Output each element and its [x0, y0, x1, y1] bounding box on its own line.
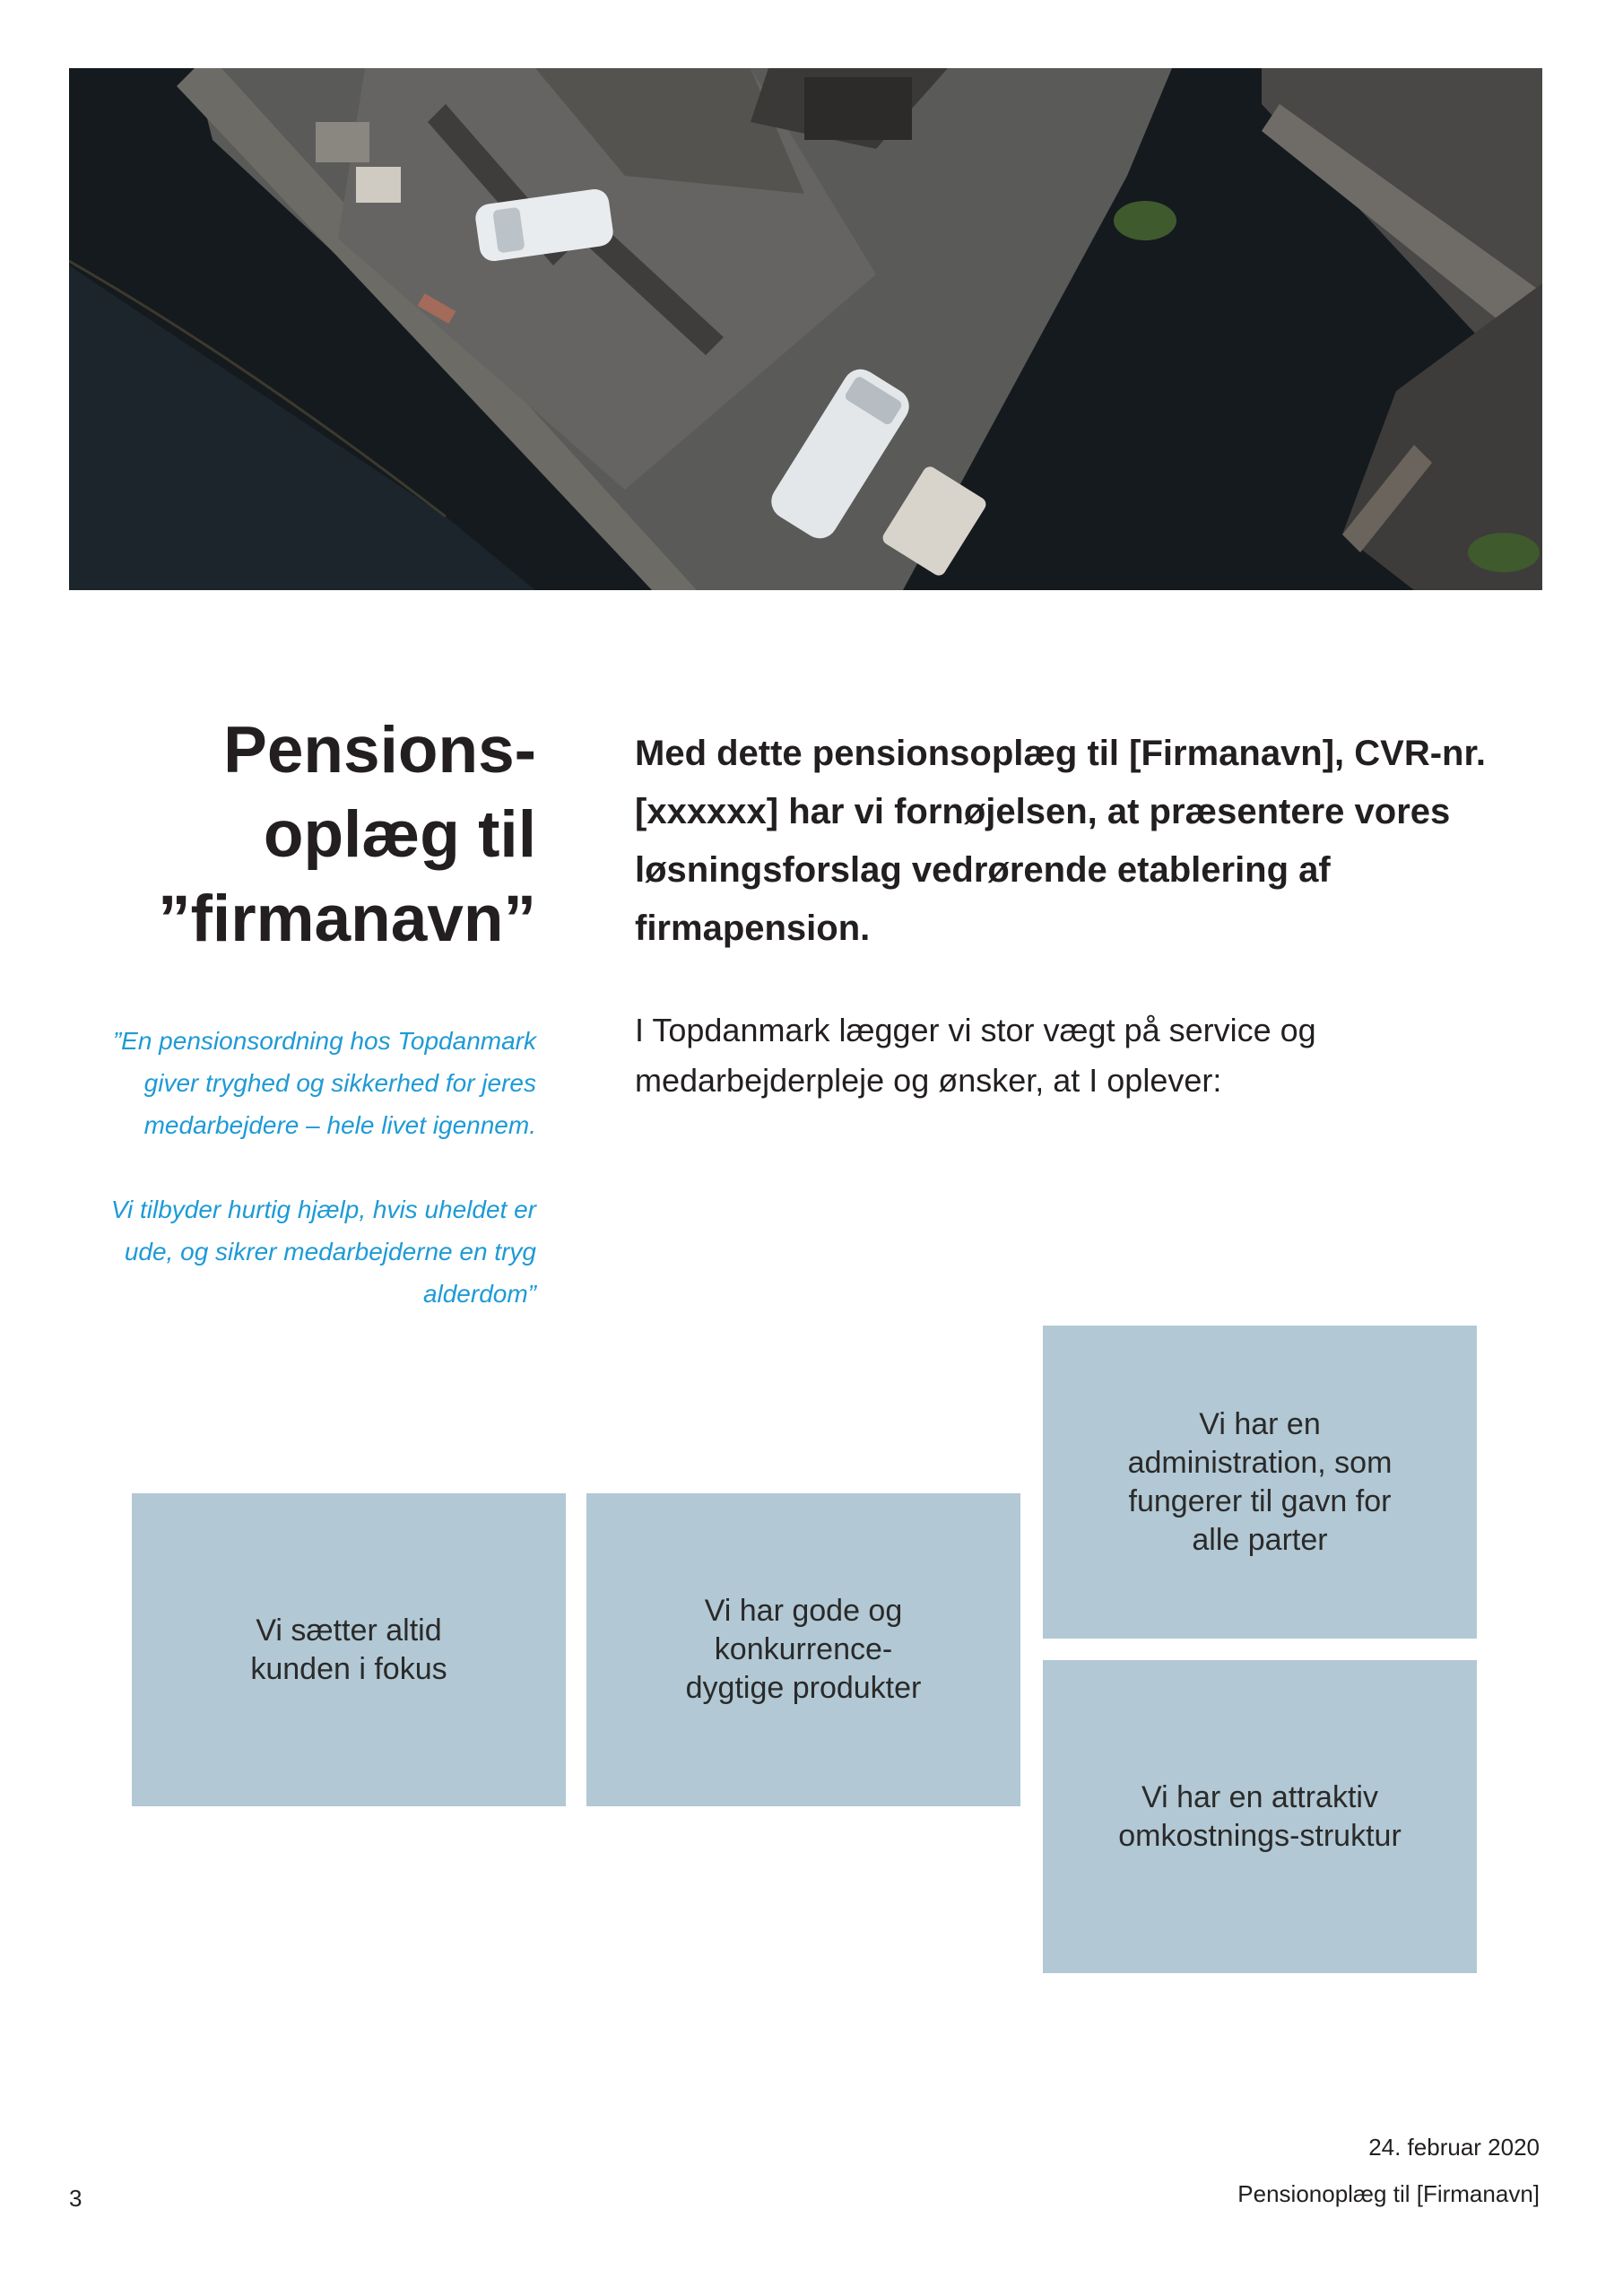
title-line-2: oplæg til [263, 798, 536, 871]
pull-quote [90, 1020, 536, 1315]
title-line-3: ”firmanavn” [158, 883, 536, 955]
aerial-harbour-illustration [69, 68, 1542, 590]
page-title [90, 709, 536, 961]
benefit-box-cost-structure: Vi har en attraktiv omkostnings-struktur [1043, 1660, 1477, 1973]
quote-paragraph-2: Vi tilbyder hurtig hjælp, hvis uheldet er ude, og sikrer medarbejderne en tryg alderdom” [110, 1196, 536, 1308]
intro-paragraph: Med dette pensionsoplæg til [Firmanavn], CVR-nr. [xxxxxx] har vi fornøjelsen, at præsentere vores løsningsforslag vedrørende etablering af firmapension. [635, 734, 1486, 948]
benefit-box-products: Vi har gode og konkurrence- dygtige produkter [586, 1493, 1020, 1806]
body-paragraph: I Topdanmark lægger vi stor vægt på service og medarbejderpleje og ønsker, at I oplever: [635, 1012, 1316, 1099]
footer-date: 24. februar 2020 [1368, 2134, 1540, 2161]
footer-document-title: Pensionoplæg til [Firmanavn] [1237, 2180, 1540, 2207]
page-number: 3 [69, 2185, 82, 2212]
benefit-box-customer-focus: Vi sætter altid kunden i fokus [132, 1493, 566, 1806]
quote-paragraph-1: ”En pensionsordning hos Topdanmark giver tryghed og sikkerhed for jeres medarbejdere – hele livet igennem. [112, 1027, 536, 1139]
title-line-1: Pensions- [223, 714, 536, 787]
hero-image [69, 68, 1542, 590]
benefit-box-administration: Vi har en administration, som fungerer til gavn for alle parter [1043, 1326, 1477, 1639]
